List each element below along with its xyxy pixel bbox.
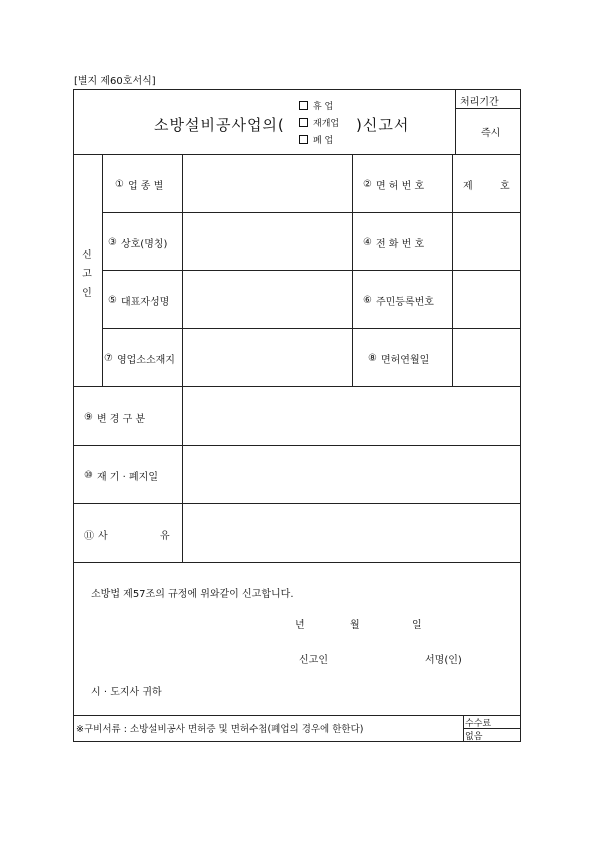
form-title-suffix: )신고서	[356, 116, 410, 134]
resume-close-date-label: ⑩ 재 기 · 폐지일	[84, 470, 158, 483]
checkbox-icon[interactable]	[299, 135, 308, 144]
fee-value: 없음	[465, 732, 483, 742]
phone-field[interactable]	[453, 213, 519, 269]
option-suspend[interactable]: 휴 업	[299, 99, 333, 112]
fee-label: 수수료	[465, 719, 492, 729]
representative-field[interactable]	[183, 271, 360, 327]
office-address-field[interactable]	[183, 329, 360, 385]
date-day: 일	[412, 620, 422, 631]
processing-period-value: 즉시	[481, 128, 501, 139]
checkbox-icon[interactable]	[299, 101, 308, 110]
reporter-section-label: 신 고 인	[82, 250, 92, 299]
form-id: [별지 제60호서식]	[74, 76, 156, 87]
signature-sign-label[interactable]: 서명(인)	[425, 655, 462, 666]
processing-period-header: 처리기간	[460, 97, 499, 108]
change-type-field[interactable]	[183, 387, 519, 443]
license-number-label: ② 면 허 번 호	[363, 179, 425, 192]
trade-name-field[interactable]	[183, 213, 360, 269]
checkbox-icon[interactable]	[299, 118, 308, 127]
license-number-prefix: 제	[463, 181, 473, 192]
representative-label: ⑤ 대표자성명	[108, 295, 170, 308]
date-month: 월	[350, 620, 360, 631]
office-address-label: ⑦ 영업소소재지	[104, 353, 175, 366]
date-year: 년	[295, 620, 305, 631]
form-title-prefix: 소방설비공사업의(	[154, 116, 285, 134]
business-type-label: ① 업 종 별	[115, 179, 164, 192]
license-number-suffix: 호	[500, 181, 510, 192]
reason-label-tail: 유	[160, 531, 170, 542]
change-type-label: ⑨ 변 경 구 분	[84, 412, 146, 425]
reason-label: ⑪ 사	[84, 531, 108, 542]
license-date-field[interactable]	[453, 329, 519, 385]
business-type-field[interactable]	[183, 155, 360, 211]
phone-label: ④ 전 화 번 호	[363, 237, 425, 250]
required-documents: ※구비서류 : 소방설비공사 면허증 및 면허수첩(폐업의 경우에 한한다)	[76, 724, 364, 735]
option-resume[interactable]: 재개업	[299, 116, 339, 129]
signature-reporter-label: 신고인	[299, 655, 328, 666]
declaration-text: 소방법 제57조의 규정에 위와같이 신고합니다.	[91, 589, 294, 600]
license-date-label: ⑧ 면허연월일	[368, 353, 430, 366]
resident-number-field[interactable]	[453, 271, 519, 327]
reason-field[interactable]	[183, 503, 519, 560]
trade-name-label: ③ 상호(명칭)	[108, 237, 168, 250]
addressee: 시 · 도지사 귀하	[91, 687, 162, 698]
resident-number-label: ⑥ 주민등록번호	[363, 295, 434, 308]
option-close[interactable]: 폐 업	[299, 133, 333, 146]
resume-close-date-field[interactable]	[183, 445, 519, 501]
